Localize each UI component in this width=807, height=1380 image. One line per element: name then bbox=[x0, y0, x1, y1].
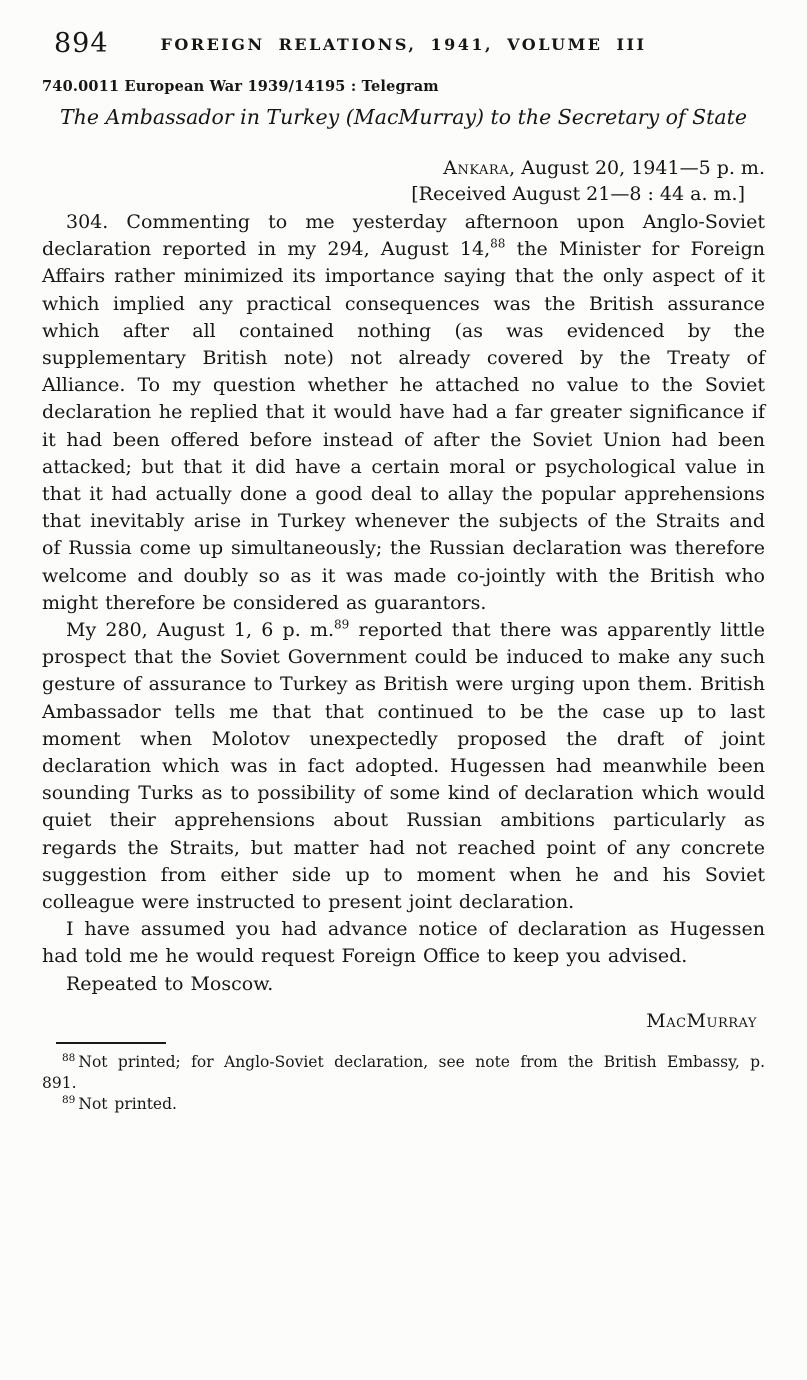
dateline bbox=[42, 155, 765, 181]
telegram-body bbox=[42, 209, 765, 998]
dateline-rest: , August 20, 1941—5 p. m. bbox=[509, 157, 765, 179]
footnote-89 bbox=[42, 1094, 765, 1115]
footnote-text: Not printed; for Anglo-Soviet declaration, see note from the British Embassy, p. 891. bbox=[42, 1052, 765, 1092]
body-paragraph-4: Repeated to Moscow. bbox=[66, 972, 274, 995]
running-title: FOREIGN RELATIONS, 1941, VOLUME III bbox=[160, 35, 647, 54]
page-number: 894 bbox=[54, 28, 109, 59]
paragraph-text: 304. Commenting to me yesterday afternoon upon Anglo-Soviet declaration reported in my 294, August 14, bbox=[42, 211, 765, 261]
paragraph-text: reported that there was apparently little prospect that the Soviet Government could be induced to make any such gesture of assurance to Turkey as British were urging upon them. British Ambassador tells me that that continued to be the case up to last moment when Molotov unexpectedly proposed the draft of joint declaration which was in fact adopted. Hugessen had meanwhile been sounding Turks as to possibility of some kind of declaration which would quiet their apprehensions about Russian ambitions particularly as regards the Straits, but matter had not reached point of any concrete suggestion from either side up to moment when he and his Soviet colleague were instructed to present joint declaration. bbox=[42, 619, 765, 914]
footnote-ref-88: 88 bbox=[490, 236, 506, 251]
footnotes-block bbox=[42, 1052, 765, 1115]
footnote-88 bbox=[42, 1052, 765, 1094]
body-paragraph-2 bbox=[42, 617, 765, 916]
received-line: [Received August 21—8 : 44 a. m.] bbox=[411, 183, 745, 205]
running-header bbox=[42, 28, 765, 62]
paragraph-text: the Minister for Foreign Affairs rather minimized its importance saying that the only aspect of it which implied any practical consequences was the British assurance which after all contained nothing (as was evidenced by the supplementary British note) not already covered by the Treaty of Alliance. To my question whether he attached no value to the Soviet declaration he replied that it would have had a far greater significance if it had been offered before instead of after the Soviet Union had been attacked; but that it did have a certain moral or psychological value in that it had actually done a good deal to allay the popular apprehensions that inevitably arise in Turkey whenever the subjects of the Straits and of Russia come up simultaneously; the Russian declaration was therefore welcome and doubly so as it was made co-jointly with the British who might therefore be considered as guarantors. bbox=[42, 238, 765, 614]
footnote-ref-89: 89 bbox=[334, 617, 350, 632]
archival-citation: 740.0011 European War 1939/14195 : Telegram bbox=[42, 78, 439, 95]
footnote-marker: 88 bbox=[62, 1051, 76, 1064]
dateline-place: Ankara bbox=[443, 157, 510, 179]
paragraph-text: My 280, August 1, 6 p. m. bbox=[66, 619, 335, 642]
signature bbox=[42, 1010, 757, 1032]
footnote-marker: 89 bbox=[62, 1093, 76, 1106]
footnote-divider bbox=[56, 1042, 166, 1044]
signature-name: MacMurray bbox=[646, 1009, 757, 1032]
body-paragraph-3: I have assumed you had advance notice of declaration as Hugessen had told me he would request Foreign Office to keep you advised. bbox=[42, 918, 765, 968]
document-title: The Ambassador in Turkey (MacMurray) to the Secretary of State bbox=[59, 105, 747, 129]
footnote-text: Not printed. bbox=[78, 1094, 177, 1113]
body-paragraph-1 bbox=[42, 209, 765, 617]
